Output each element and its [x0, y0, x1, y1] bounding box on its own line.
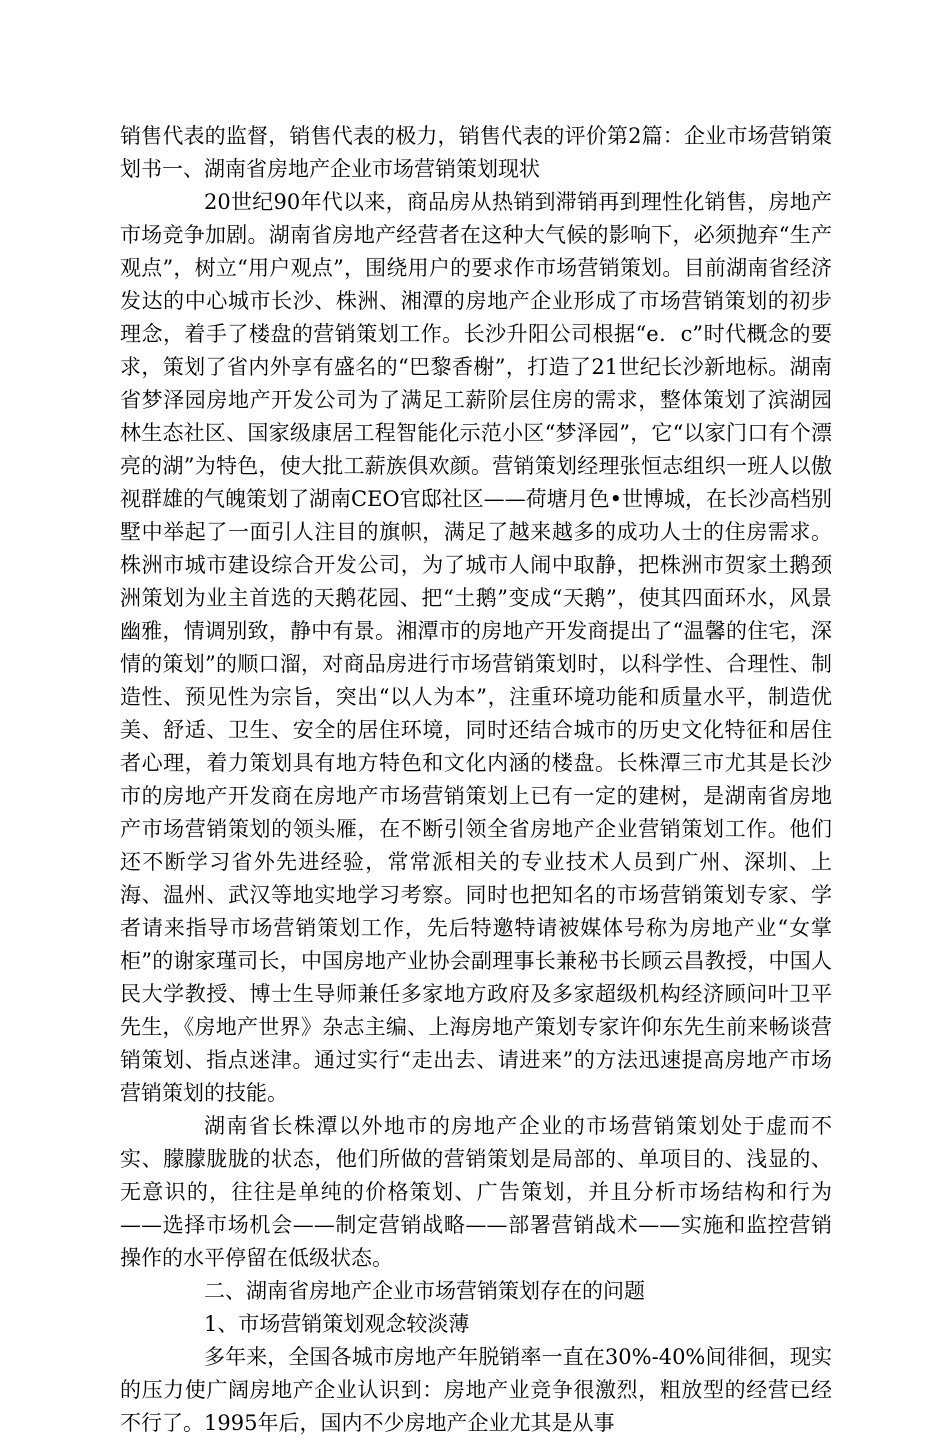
paragraph-heading-continuation: 销售代表的监督，销售代表的极力，销售代表的评价第2篇：企业市场营销策划书一、湖南省房地产企业市场营销策划现状: [120, 124, 832, 181]
paragraph-other-cities: 湖南省长株潭以外地市的房地产企业的市场营销策划处于虚而不实、朦朦胧胧的状态，他们所做的营销策划是局部的、单项目的、浅显的、无意识的，往往是单纯的价格策划、广告策划，并且分析市场结构和行为——选择市场机会——制定营销战略——部署营销战术——实施和监控营销操作的水平停留在低级状态。: [120, 1114, 832, 1270]
subsection-heading-concept: 1、市场营销策划观念较淡薄: [204, 1312, 470, 1336]
paragraph-concept: 多年来，全国各城市房地产年脱销率一直在30%-40%间徘徊，现实的压力使广阔房地产企业认识到：房地产业竞争很激烈，粗放型的经营已经不行了。1995年后，国内不少房地产企业尤其是从事: [120, 1345, 832, 1435]
document-body: [120, 120, 832, 1440]
section-heading-problems: 二、湖南省房地产企业市场营销策划存在的问题: [204, 1279, 645, 1303]
paragraph-current-status: 20世纪90年代以来，商品房从热销到滞销再到理性化销售，房地产市场竞争加剧。湖南省房地产经营者在这种大气候的影响下，必须抛弃“生产观点”，树立“用户观点”，围绕用户的要求作市场营销策划。目前湖南省经济发达的中心城市长沙、株洲、湘潭的房地产企业形成了市场营销策划的初步理念，着手了楼盘的营销策划工作。长沙升阳公司根据“e．c”时代概念的要求，策划了省内外享有盛名的“巴黎香榭”，打造了21世纪长沙新地标。湖南省梦泽园房地产开发公司为了满足工薪阶层住房的需求，整体策划了滨湖园林生态社区、国家级康居工程智能化示范小区“梦泽园”，它“以家门口有个漂亮的湖”为特色，使大批工薪族俱欢颜。营销策划经理张恒志组织一班人以傲视群雄的气魄策划了湖南CEO官邸社区——荷塘月色•世博城，在长沙高档别墅中举起了一面引人注目的旗帜，满足了越来越多的成功人士的住房需求。株洲市城市建设综合开发公司，为了城市人闹中取静，把株洲市贺家土鹅颈洲策划为业主首选的天鹅花园、把“土鹅”变成“天鹅”，使其四面环水，风景幽雅，情调别致，静中有景。湘潭市的房地产开发商提出了“温馨的住宅，深情的策划”的顺口溜，对商品房进行市场营销策划时，以科学性、合理性、制造性、预见性为宗旨，突出“以人为本”，注重环境功能和质量水平，制造优美、舒适、卫生、安全的居住环境，同时还结合城市的历史文化特征和居住者心理，着力策划具有地方特色和文化内涵的楼盘。长株潭三市尤其是长沙市的房地产开发商在房地产市场营销策划上已有一定的建树，是湖南省房地产市场营销策划的领头雁，在不断引领全省房地产企业营销策划工作。他们还不断学习省外先进经验，常常派相关的专业技术人员到广州、深圳、上海、温州、武汉等地实地学习考察。同时也把知名的市场营销策划专家、学者请来指导市场营销策划工作，先后特邀特请被媒体号称为房地产业“女掌柜”的谢家瑾司长，中国房地产业协会副理事长兼秘书长顾云昌教授，中国人民大学教授、博士生导师兼任多家地方政府及多家超级机构经济顾问叶卫平先生，《房地产世界》杂志主编、上海房地产策划专家许仰东先生前来畅谈营销策划、指点迷津。通过实行“走出去、请进来”的方法迅速提高房地产市场营销策划的技能。: [120, 190, 832, 1105]
